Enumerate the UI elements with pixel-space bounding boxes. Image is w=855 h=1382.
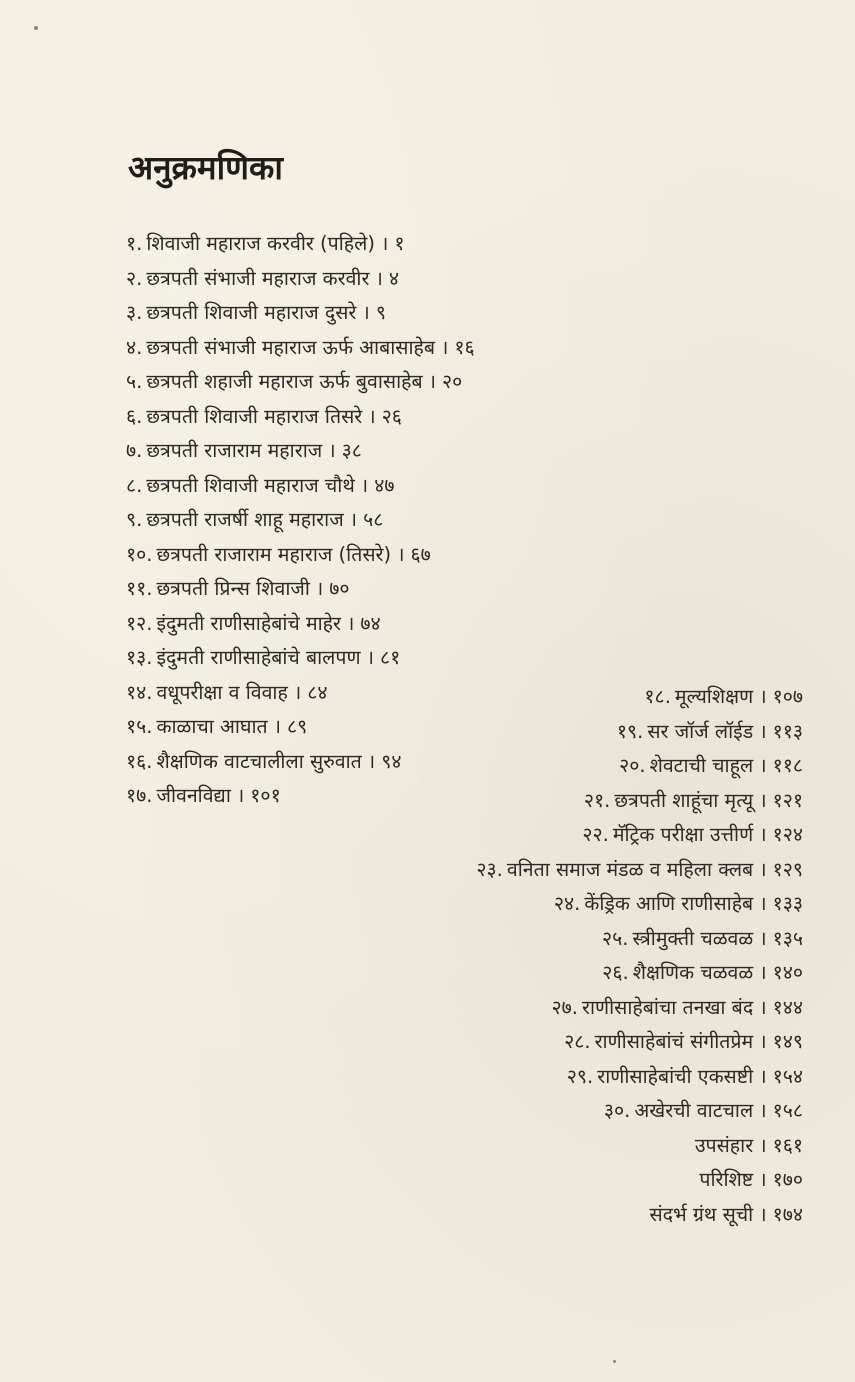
toc-entry-number: ९. <box>126 508 143 531</box>
toc-entry-number: ५. <box>126 370 143 393</box>
toc-entry-separator: । <box>759 961 767 984</box>
toc-entry-number: १७. <box>126 784 153 807</box>
toc-entry-page-number: १२९ <box>772 857 803 881</box>
toc-entry-number: ४. <box>126 335 143 359</box>
toc-entry-separator: । <box>441 335 449 359</box>
toc-entry-number: २७. <box>551 995 578 1019</box>
toc-entry-title: वधूपरीक्षा व विवाह <box>156 680 288 704</box>
toc-entry <box>343 1129 803 1164</box>
toc-entry <box>126 572 606 607</box>
toc-entry <box>126 641 606 676</box>
toc-entry-page-number: २० <box>442 370 463 393</box>
toc-entry-page-number: १६ <box>454 335 475 359</box>
toc-entry-title: छत्रपती प्रिन्स शिवाजी <box>156 577 310 600</box>
toc-entry <box>126 434 606 469</box>
toc-entry-number: ६. <box>126 404 143 428</box>
toc-entry-number: २. <box>126 266 143 290</box>
toc-entry-separator: । <box>759 1064 767 1088</box>
toc-entry-number: १३. <box>126 646 153 669</box>
toc-entry-page-number: १७४ <box>772 1202 803 1226</box>
toc-entry <box>343 1198 803 1233</box>
toc-entry-page-number: १२४ <box>772 823 803 846</box>
toc-entry-page-number: ८४ <box>307 680 328 704</box>
toc-entry-separator: । <box>273 715 282 738</box>
toc-entry-page-number: ६७ <box>410 542 431 566</box>
toc-entry-separator: । <box>368 404 376 428</box>
toc-entry-title: अखेरची वाटचाल <box>634 1099 754 1122</box>
toc-entry <box>126 331 606 366</box>
toc-entry-separator: । <box>759 754 767 777</box>
toc-entry-number: २६. <box>602 961 629 984</box>
toc-entry-title: उपसंहार <box>694 1133 754 1157</box>
toc-entry-page-number: १३३ <box>772 892 803 915</box>
toc-entry <box>343 715 803 750</box>
toc-entry <box>126 538 606 573</box>
toc-entry <box>343 956 803 991</box>
toc-entry-page-number: ८९ <box>287 715 308 738</box>
toc-entry-title: छत्रपती शिवाजी महाराज तिसरे <box>146 404 363 428</box>
toc-entry <box>343 887 803 922</box>
toc-entry-page-number: ७० <box>329 577 350 600</box>
toc-entry <box>343 853 803 888</box>
toc-entry-page-number: १२१ <box>772 788 803 812</box>
toc-entry-page-number: १४९ <box>772 1030 803 1053</box>
toc-entry-page-number: ९ <box>375 301 386 324</box>
toc-right-column <box>343 680 803 1232</box>
page-title: अनुक्रमणिका <box>128 148 283 187</box>
toc-entry-page-number: ११३ <box>772 719 803 743</box>
toc-entry-number: ११. <box>126 577 153 600</box>
toc-entry-number: १५. <box>126 715 153 738</box>
toc-entry-separator: । <box>759 892 767 915</box>
ink-speck <box>613 1360 616 1363</box>
toc-entry-title: राणीसाहेबांचा तनखा बंद <box>581 995 754 1019</box>
toc-entry-title: शैक्षणिक चळवळ <box>632 961 754 984</box>
toc-entry-separator: । <box>362 301 370 324</box>
toc-entry-page-number: ७४ <box>360 611 381 635</box>
toc-entry-number: ८. <box>126 473 143 497</box>
toc-entry-separator: । <box>759 1133 767 1157</box>
toc-entry-separator: । <box>349 508 358 531</box>
toc-entry-separator: । <box>366 646 374 669</box>
ink-speck <box>34 26 38 30</box>
toc-entry-separator: । <box>315 577 324 600</box>
toc-entry-separator: । <box>328 439 336 462</box>
toc-entry <box>343 680 803 715</box>
toc-entry-page-number: ८१ <box>379 646 401 669</box>
toc-entry-page-number: १४४ <box>772 995 803 1019</box>
toc-entry-separator: । <box>759 685 767 708</box>
toc-entry-number: २९. <box>566 1064 594 1088</box>
toc-entry-title: वनिता समाज मंडळ व महिला क्लब <box>506 857 754 881</box>
toc-entry <box>343 749 803 784</box>
toc-entry-page-number: १६१ <box>772 1133 803 1157</box>
toc-entry-page-number: १०७ <box>772 685 803 708</box>
toc-entry-number: १६. <box>126 749 153 773</box>
toc-entry-separator: । <box>759 857 767 881</box>
toc-entry-separator: । <box>759 1202 767 1226</box>
toc-entry-number: ३०. <box>603 1099 631 1122</box>
toc-entry-title: इंदुमती राणीसाहेबांचे बालपण <box>156 646 361 669</box>
toc-entry-number: २८. <box>564 1030 591 1053</box>
toc-entry-title: जीवनविद्या <box>156 784 231 807</box>
toc-entry-number: २४. <box>553 892 581 915</box>
toc-entry-title: छत्रपती राजाराम महाराज (तिसरे) <box>156 542 392 566</box>
toc-entry-title: छत्रपती शाहूंचा मृत्यू <box>614 788 754 812</box>
toc-entry-page-number: २६ <box>381 404 402 428</box>
toc-entry-separator: । <box>759 788 767 812</box>
toc-entry-number: २२. <box>582 823 609 846</box>
toc-entry-title: छत्रपती राजाराम महाराज <box>146 439 323 462</box>
toc-entry-title: मॅट्रिक परीक्षा उत्तीर्ण <box>612 823 754 846</box>
toc-entry-title: संदर्भ ग्रंथ सूची <box>649 1202 754 1226</box>
toc-entry <box>126 365 606 400</box>
toc-entry-title: शैक्षणिक वाटचालीला सुरुवात <box>156 749 362 773</box>
toc-entry <box>343 784 803 819</box>
toc-entry-page-number: १५४ <box>772 1064 803 1088</box>
toc-entry-number: २५. <box>601 926 629 950</box>
toc-entry <box>126 469 606 504</box>
toc-entry-separator: । <box>293 680 302 704</box>
toc-entry-separator: । <box>759 823 767 846</box>
toc-entry <box>126 400 606 435</box>
toc-entry-number: २०. <box>619 754 646 777</box>
toc-entry-title: मूल्यशिक्षण <box>674 685 754 708</box>
toc-entry <box>126 503 606 538</box>
toc-entry-number: ७. <box>126 439 143 462</box>
toc-entry-title: राणीसाहेबांची एकसष्टी <box>597 1064 754 1088</box>
toc-entry-separator: । <box>380 232 389 255</box>
toc-entry-page-number: ११८ <box>772 754 803 777</box>
toc-entry-number: १४. <box>126 680 153 704</box>
toc-entry-title: शेवटाची चाहूल <box>649 754 754 777</box>
toc-entry-title: छत्रपती संभाजी महाराज करवीर <box>146 266 370 290</box>
toc-entry-separator: । <box>759 1168 767 1191</box>
toc-entry <box>343 1163 803 1198</box>
toc-entry-page-number: १०१ <box>250 784 281 807</box>
toc-entry <box>343 818 803 853</box>
toc-entry <box>343 1025 803 1060</box>
toc-entry-separator: । <box>759 1030 767 1053</box>
toc-entry-page-number: १ <box>394 232 405 255</box>
toc-entry-page-number: १७० <box>772 1168 803 1191</box>
toc-entry-title: छत्रपती शिवाजी महाराज दुसरे <box>146 301 357 324</box>
toc-entry-number: २३. <box>476 857 503 881</box>
toc-entry-title: राणीसाहेबांचं संगीतप्रेम <box>594 1030 754 1053</box>
toc-entry-title: परिशिष्ट <box>699 1168 754 1191</box>
toc-entry-number: १८. <box>644 685 671 708</box>
toc-entry-number: १९. <box>616 719 644 743</box>
toc-entry-separator: । <box>428 370 437 393</box>
toc-entry-separator: । <box>347 611 355 635</box>
toc-entry <box>343 1060 803 1095</box>
toc-entry-number: १. <box>126 232 143 255</box>
toc-entry-title: छत्रपती शहाजी महाराज ऊर्फ बुवासाहेब <box>146 370 423 393</box>
toc-entry-page-number: ९४ <box>381 749 402 773</box>
toc-entry-page-number: १३५ <box>772 926 803 950</box>
toc-entry-title: काळाचा आघात <box>156 715 268 738</box>
toc-entry-title: छत्रपती संभाजी महाराज ऊर्फ आबासाहेब <box>146 335 436 359</box>
toc-entry-page-number: ४७ <box>374 473 395 497</box>
toc-entry-page-number: १५८ <box>772 1099 803 1122</box>
toc-entry-number: १२. <box>126 611 153 635</box>
toc-entry-page-number: ५८ <box>363 508 384 531</box>
toc-entry <box>126 262 606 297</box>
toc-entry-number: ३. <box>126 301 143 324</box>
toc-entry-number: १०. <box>126 542 153 566</box>
toc-entry-separator: । <box>759 719 767 743</box>
toc-entry <box>343 922 803 957</box>
toc-entry <box>126 296 606 331</box>
toc-entry-title: स्त्रीमुक्ती चळवळ <box>632 926 754 950</box>
toc-entry-title: शिवाजी महाराज करवीर (पहिले) <box>146 232 375 255</box>
toc-entry-page-number: ४ <box>388 266 399 290</box>
toc-entry-separator: । <box>759 1099 767 1122</box>
toc-entry-separator: । <box>360 473 369 497</box>
toc-entry-separator: । <box>759 995 767 1019</box>
toc-entry-separator: । <box>236 784 245 807</box>
toc-entry-page-number: ३८ <box>341 439 362 462</box>
toc-entry-title: इंदुमती राणीसाहेबांचे माहेर <box>156 611 342 635</box>
toc-entry-separator: । <box>367 749 376 773</box>
toc-entry-separator: । <box>375 266 383 290</box>
toc-entry-page-number: १४० <box>772 961 803 984</box>
toc-entry-separator: । <box>397 542 405 566</box>
toc-entry-title: छत्रपती राजर्षी शाहू महाराज <box>146 508 344 531</box>
toc-entry-title: छत्रपती शिवाजी महाराज चौथे <box>146 473 355 497</box>
toc-entry <box>343 1094 803 1129</box>
toc-entry <box>343 991 803 1026</box>
toc-entry-title: केंड्रिक आणि राणीसाहेब <box>584 892 754 915</box>
toc-entry-number: २१. <box>583 788 611 812</box>
toc-entry-title: सर जॉर्ज लॉईड <box>647 719 754 743</box>
toc-entry <box>126 227 606 262</box>
toc-entry-separator: । <box>759 926 767 950</box>
toc-entry <box>126 607 606 642</box>
